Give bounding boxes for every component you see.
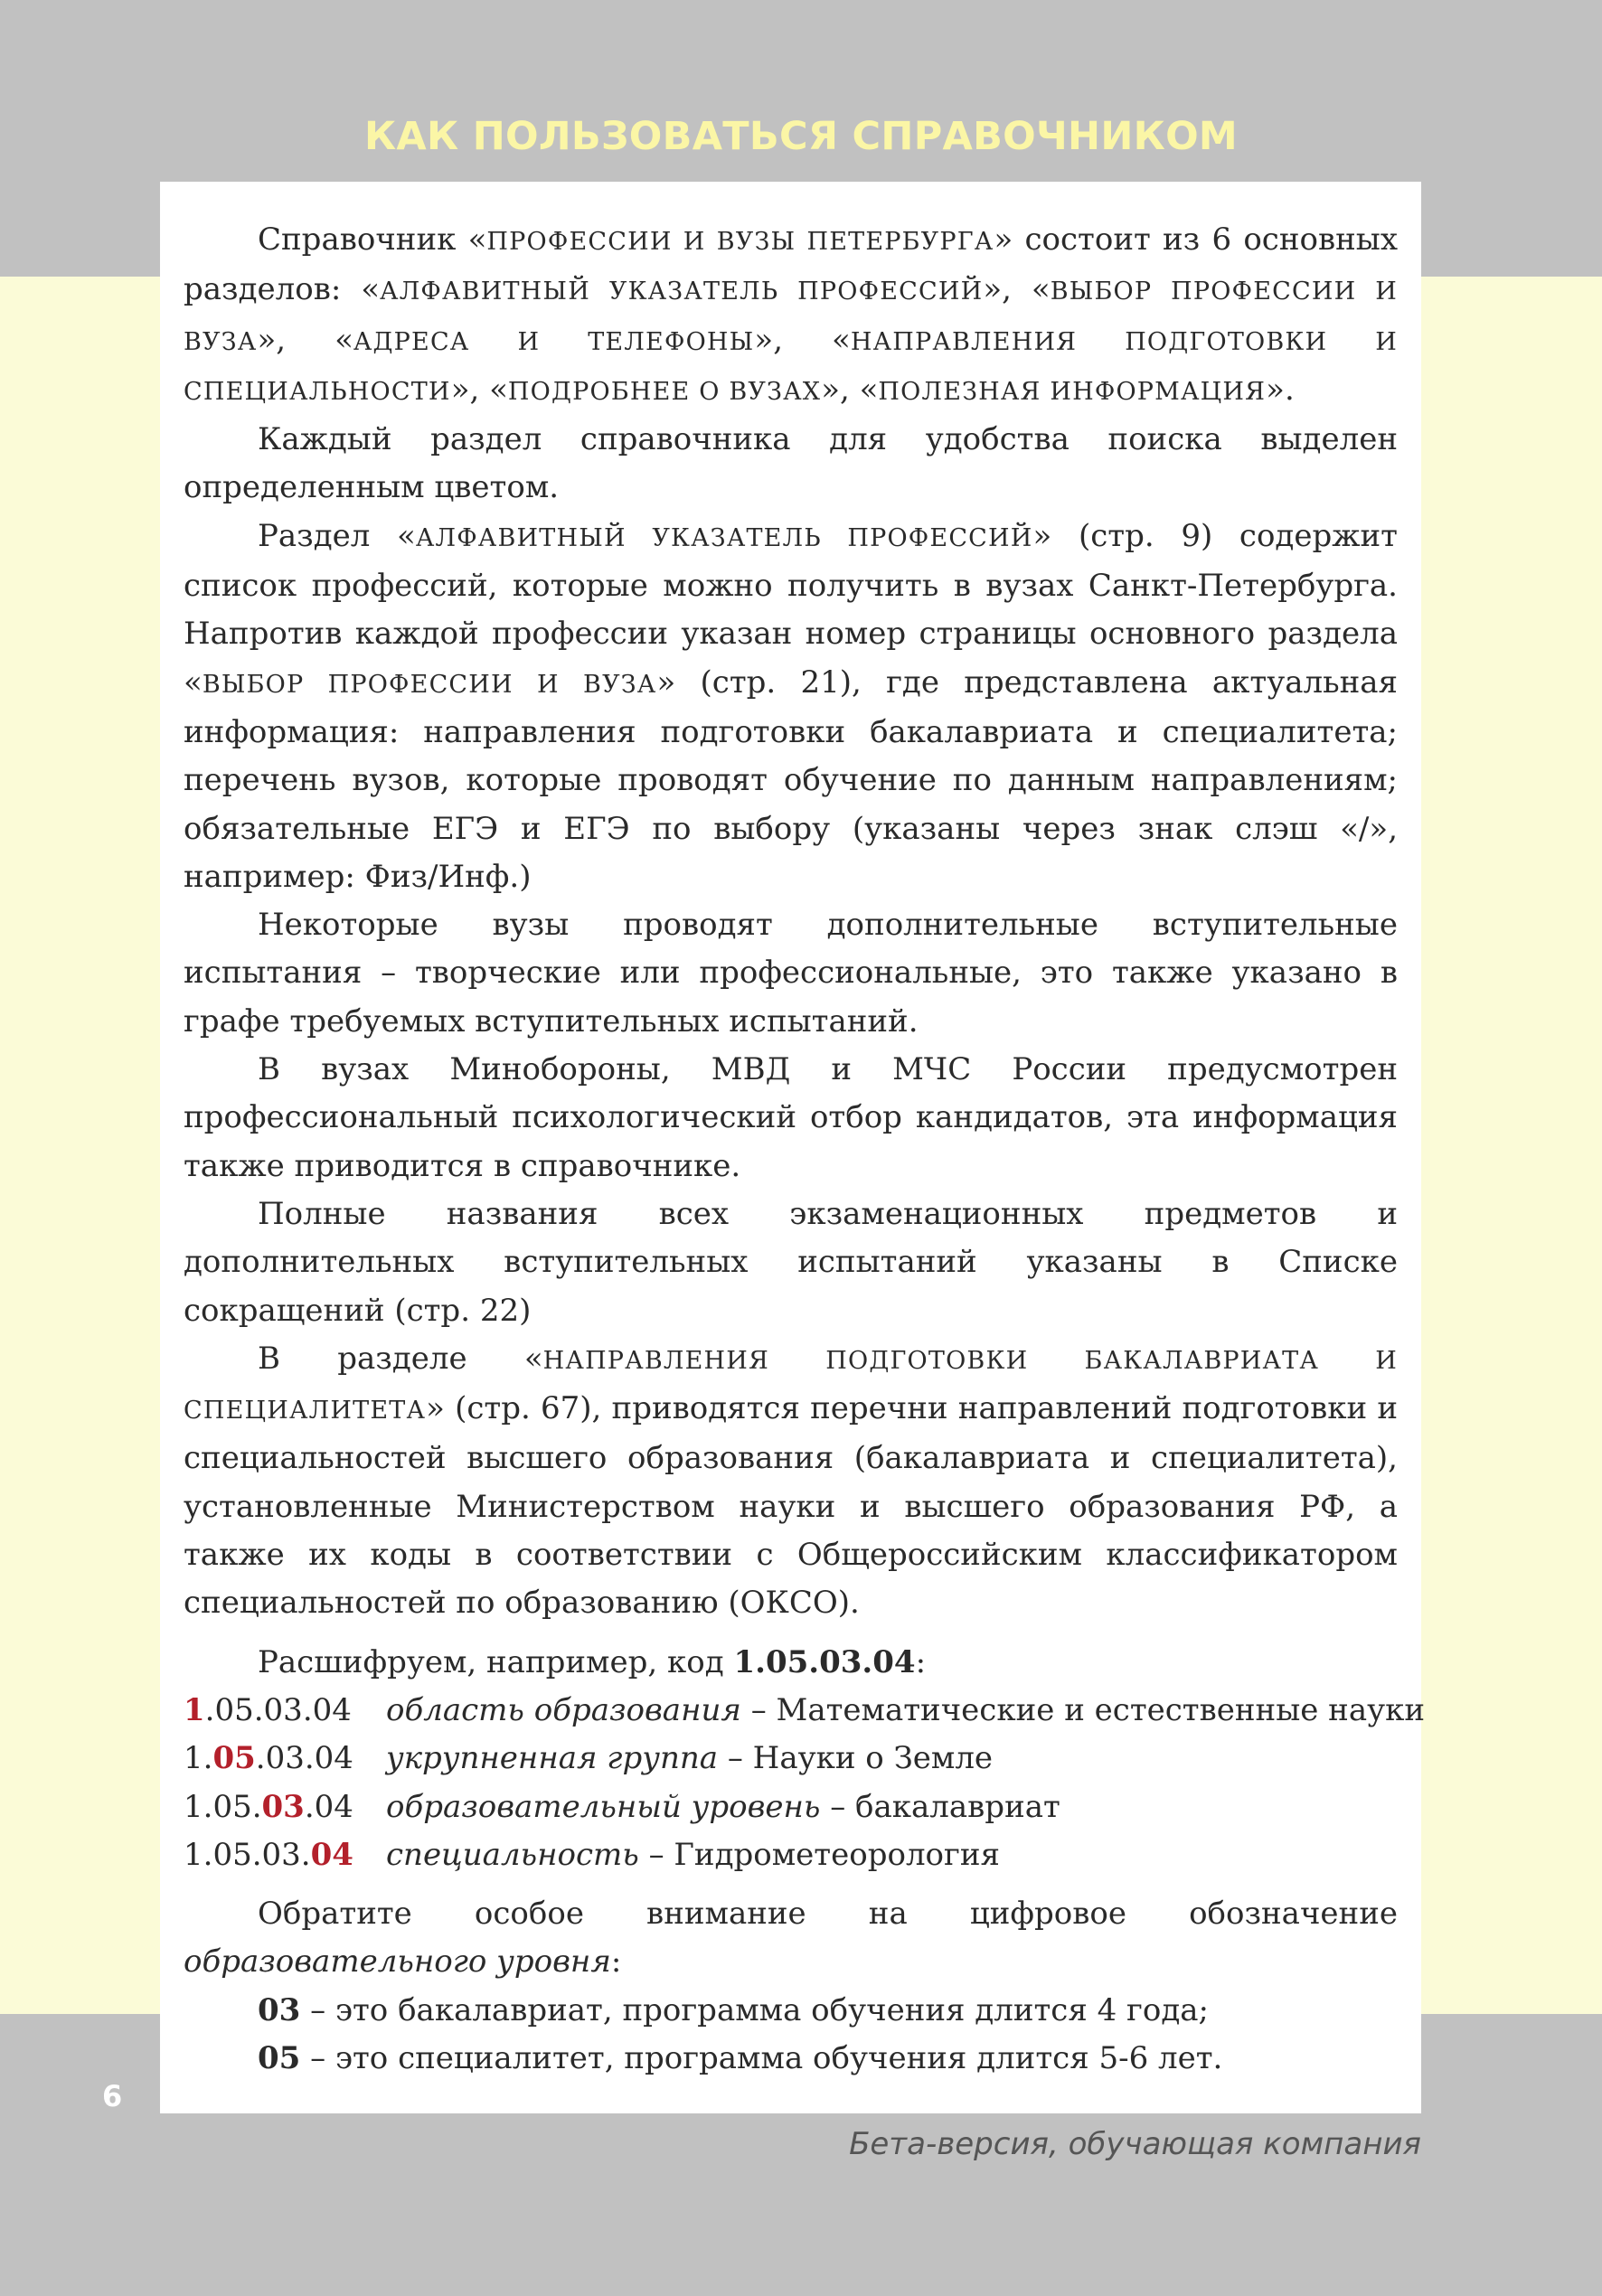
paragraph-selection: В вузах Минобороны, МВД и МЧС России предусмотрен профессиональный психологический отбор кандидатов, эта информация также приводится в справочнике. xyxy=(184,1051,1398,1184)
code-number: 1.05.03.04 xyxy=(184,1691,352,1728)
code-meaning: область образования – Математические и естественные науки xyxy=(386,1691,1426,1728)
paragraph-directions: В разделе «НАПРАВЛЕНИЯ ПОДГОТОВКИ БАКАЛАВРИАТА И СПЕЦИАЛИТЕТА» (стр. 67), приводятся перечни направлений подготовки и специальностей высшего образования (бакалавриата и специалитета), установленные Министерством науки и высшего образования РФ, а также их коды в соответствии с Общероссийским классификатором специальностей по образованию (ОКСО). xyxy=(184,1340,1398,1622)
code-number: 1.05.03.04 xyxy=(184,1836,353,1873)
code-meaning: образовательный уровень – бакалавриат xyxy=(386,1788,1060,1825)
level-specialist: 05 – это специалитет, программа обучения длится 5-6 лет. xyxy=(258,2039,1223,2076)
paragraph-decode: Расшифруем, например, код 1.05.03.04: xyxy=(258,1643,927,1680)
level-bachelor: 03 – это бакалавриат, программа обучения длится 4 года; xyxy=(258,1991,1209,2028)
paragraph-abbreviations: Полные названия всех экзаменационных предметов и дополнительных вступительных испытаний указаны в Списке сокращений (стр. 22) xyxy=(184,1195,1398,1329)
code-meaning: специальность – Гидрометеорология xyxy=(386,1836,1000,1873)
code-number: 1.05.03.04 xyxy=(184,1788,353,1825)
code-meaning: укрупненная группа – Науки о Земле xyxy=(386,1740,994,1777)
page-number: 6 xyxy=(102,2079,123,2113)
content xyxy=(184,216,1426,2083)
page-title: КАК ПОЛЬЗОВАТЬСЯ СПРАВОЧНИКОМ xyxy=(363,114,1239,159)
code-row xyxy=(184,1735,1398,1783)
footer-text: Бета-версия, обучающая компания xyxy=(849,2126,1421,2162)
paragraph-sections: Справочник «ПРОФЕССИИ И ВУЗЫ ПЕТЕРБУРГА» состоит из 6 основных разделов: «АЛФАВИТНЫЙ УКАЗАТЕЛЬ ПРОФЕССИЙ», «ВЫБОР ПРОФЕССИИ И ВУЗА», «АДРЕСА И ТЕЛЕФОНЫ», «НАПРАВЛЕНИЯ ПОДГОТОВКИ И СПЕЦИАЛЬНОСТИ», «ПОДРОБНЕЕ О ВУЗАХ», «ПОЛЕЗНАЯ ИНФОРМАЦИЯ». xyxy=(184,221,1399,408)
code-row xyxy=(184,1831,1398,1879)
paragraph-extra-exams: Некоторые вузы проводят дополнительные вступительные испытания – творческие или профессиональные, это также указано в графе требуемых вступительных испытаний. xyxy=(184,907,1398,1040)
paragraph-colors: Каждый раздел справочника для удобства поиска выделен определенным цветом. xyxy=(184,421,1398,506)
paragraph-index: Раздел «АЛФАВИТНЫЙ УКАЗАТЕЛЬ ПРОФЕССИЙ» (стр. 9) содержит список профессий, которые можно получить в вузах Санкт-Петербурга. Напротив каждой профессии указан номер страницы основного раздела «ВЫБОР ПРОФЕССИИ И ВУЗА» (стр. 21), где представлена актуальная информация: направления подготовки бакалавриата и специалитета; перечень вузов, которые проводят обучение по данным направлениям; обязательные ЕГЭ и ЕГЭ по выбору (указаны через знак слэш «/», например: Физ/Инф.) xyxy=(184,517,1398,895)
code-row xyxy=(184,1687,1426,1735)
paragraph-attention: Обратите особое внимание на цифровое обозначение образовательного уровня: xyxy=(184,1896,1398,1981)
code-list xyxy=(184,1687,1426,1879)
text-sheet xyxy=(160,182,1426,2113)
code-number: 1.05.03.04 xyxy=(184,1740,353,1777)
code-row xyxy=(184,1783,1398,1831)
